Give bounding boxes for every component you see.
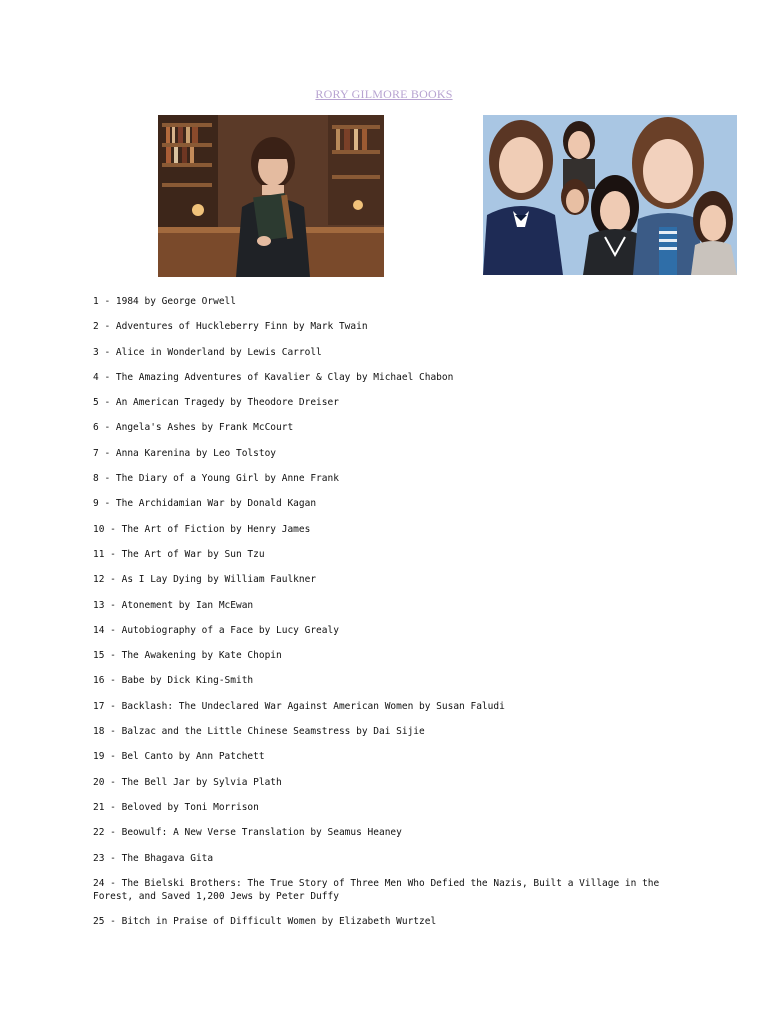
list-item: 8 - The Diary of a Young Girl by Anne Frank (93, 473, 339, 485)
list-item: 1 - 1984 by George Orwell (93, 296, 236, 307)
list-item: 22 - Beowulf: A New Verse Translation by Seamus Heaney (93, 827, 402, 839)
list-item: 18 - Balzac and the Little Chinese Seamstress by Dai Sijie (93, 726, 425, 738)
list-item: 12 - As I Lay Dying by William Faulkner (93, 574, 317, 586)
list-item: 24 - The Bielski Brothers: The True Story of Three Men Who Defied the Nazis, Built a Village in the Forest, and Saved 1,200 Jews by Peter Duffy (93, 877, 660, 902)
list-item: 16 - Babe by Dick King-Smith (93, 675, 254, 687)
list-item: 9 - The Archidamian War by Donald Kagan (93, 498, 317, 510)
list-item: 10 - The Art of Fiction by Henry James (93, 523, 311, 535)
list-item: 13 - Atonement by Ian McEwan (93, 599, 254, 611)
list-item: 17 - Backlash: The Undeclared War Against American Women by Susan Faludi (93, 700, 505, 712)
list-item: 15 - The Awakening by Kate Chopin (93, 650, 282, 662)
list-item: 3 - Alice in Wonderland by Lewis Carroll (93, 346, 322, 358)
list-item: 19 - Bel Canto by Ann Patchett (93, 751, 265, 763)
rory-collage-photo (483, 115, 737, 275)
book-list (93, 290, 693, 935)
list-item: 4 - The Amazing Adventures of Kavalier & Clay by Michael Chabon (93, 371, 454, 383)
list-item: 6 - Angela's Ashes by Frank McCourt (93, 422, 294, 434)
list-item: 25 - Bitch in Praise of Difficult Women by Elizabeth Wurtzel (93, 915, 437, 927)
list-item: 2 - Adventures of Huckleberry Finn by Mark Twain (93, 321, 368, 333)
list-item: 20 - The Bell Jar by Sylvia Plath (93, 776, 282, 788)
list-item: 7 - Anna Karenina by Leo Tolstoy (93, 447, 277, 459)
list-item: 11 - The Art of War by Sun Tzu (93, 548, 265, 560)
document-title[interactable]: RORY GILMORE BOOKS (315, 87, 453, 101)
rory-library-photo (158, 115, 384, 277)
list-item: 21 - Beloved by Toni Morrison (93, 801, 259, 813)
list-item: 23 - The Bhagava Gita (93, 852, 214, 864)
list-item: 5 - An American Tragedy by Theodore Dreiser (93, 397, 339, 409)
list-item: 14 - Autobiography of a Face by Lucy Grealy (93, 624, 339, 636)
